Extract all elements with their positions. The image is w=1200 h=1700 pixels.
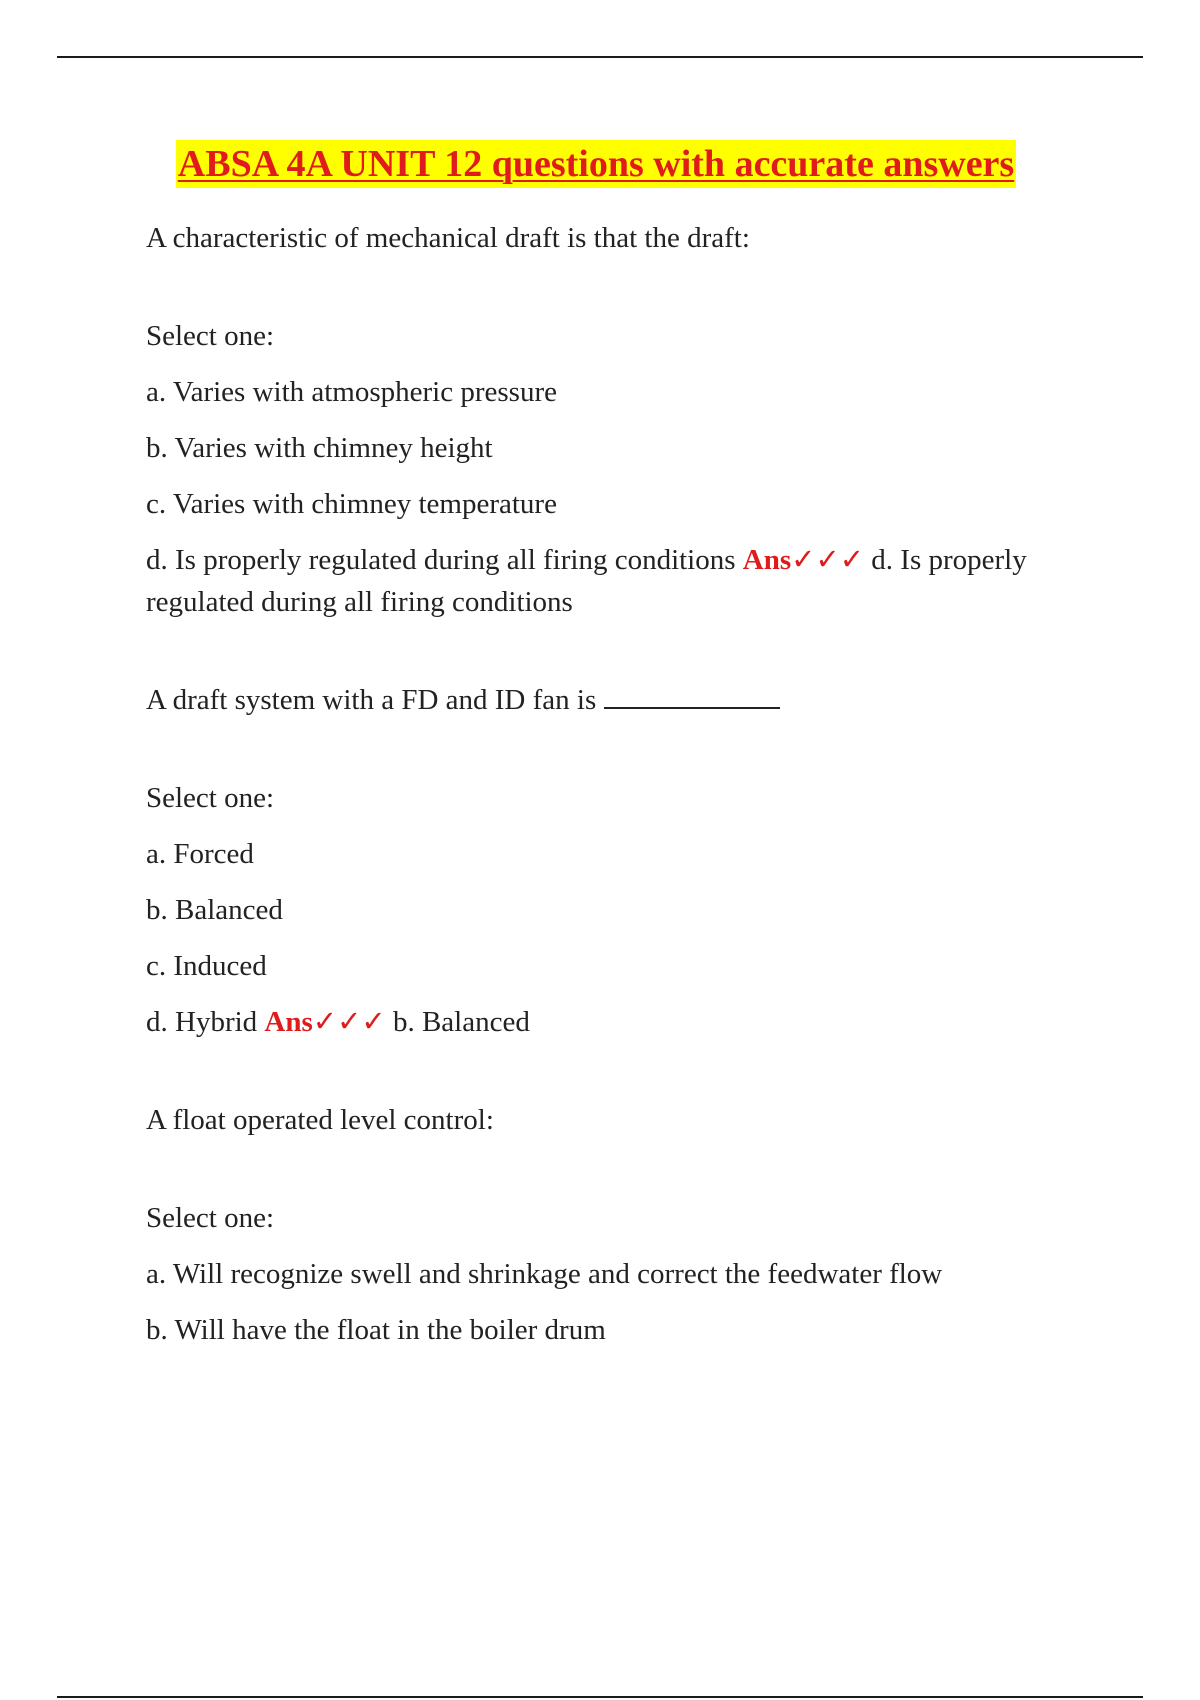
option-b: b. Will have the float in the boiler drum [146,1314,606,1346]
option-a: a. Will recognize swell and shrinkage and correct the feedwater flow [146,1258,943,1290]
question-text: A characteristic of mechanical draft is that the draft: [146,222,750,254]
answer-label: Ans [264,1006,313,1038]
document-page [146,140,1046,1365]
answer-text: b. Balanced [392,1006,530,1038]
option-d-with-answer [146,1001,1046,1043]
footer-rule [57,1696,1143,1698]
check-marks-icon: ✓✓✓ [312,1006,386,1038]
answer-label: Ans [742,544,792,576]
select-one-prompt: Select one: [146,320,275,352]
option-a: a. Varies with atmospheric pressure [146,376,557,408]
option-b: b. Varies with chimney height [146,432,493,464]
answer-text: d. Is properly regulated during all firing conditions [146,544,1027,618]
option-d: d. Is properly regulated during all firing conditions [146,544,736,576]
question-2 [146,679,1046,1043]
check-marks-icon: ✓✓✓ [791,544,865,576]
option-c: c. Induced [146,950,267,982]
select-one-prompt: Select one: [146,782,275,814]
header-rule [57,56,1143,58]
option-a: a. Forced [146,838,254,870]
option-d: d. Hybrid [146,1006,258,1038]
question-1 [146,217,1046,623]
question-text: A float operated level control: [146,1104,494,1136]
option-c: c. Varies with chimney temperature [146,488,557,520]
fill-in-blank [604,681,780,709]
option-b: b. Balanced [146,894,283,926]
question-text-line [146,679,1046,721]
select-one-prompt: Select one: [146,1202,275,1234]
title-container [146,140,1046,197]
option-d-with-answer [146,539,1046,623]
question-text: A draft system with a FD and ID fan is [146,684,597,716]
document-title: ABSA 4A UNIT 12 questions with accurate answers [176,140,1016,188]
question-3 [146,1099,1046,1351]
